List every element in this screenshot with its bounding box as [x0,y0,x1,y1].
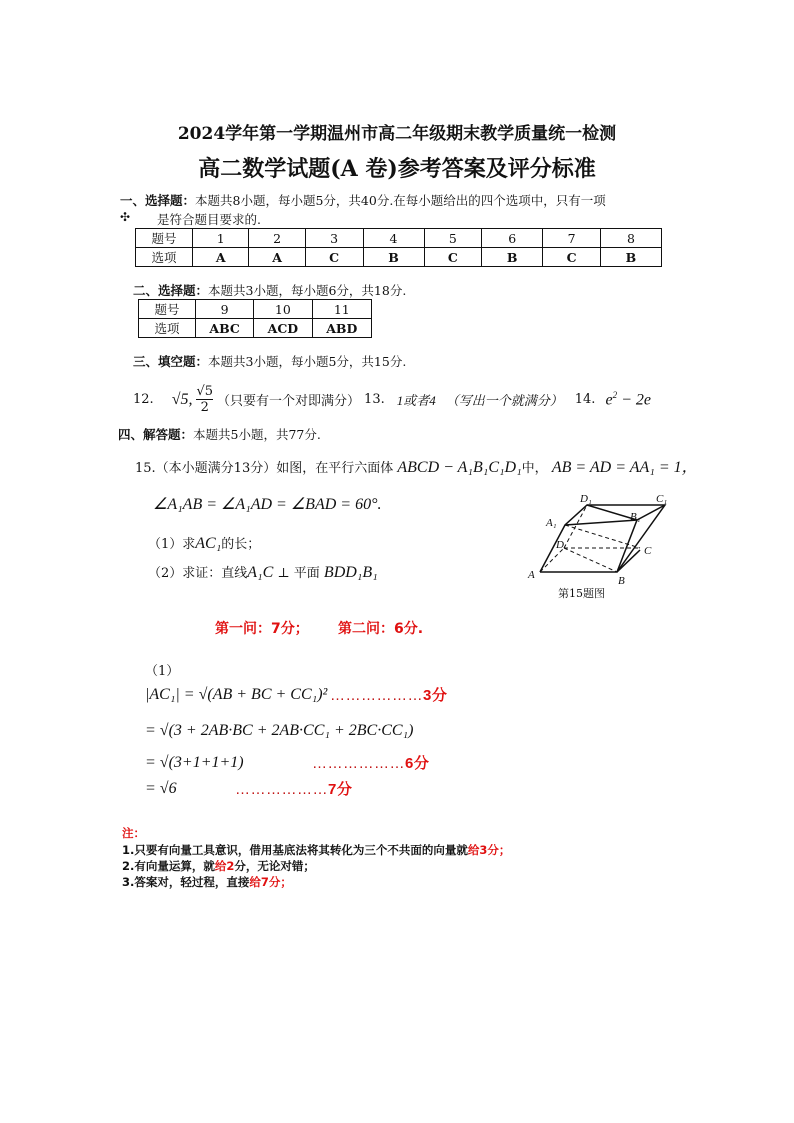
table-cell: B [600,248,661,267]
edge-hidden [564,505,587,548]
table-cell: ACD [254,319,312,338]
note-2: 2.有向量运算，就给2分，无论对错； [122,859,315,873]
section1-desc2: 是符合题目要求的. [157,212,261,227]
table-cell: B [482,248,543,267]
vertex-label: C [644,545,652,557]
fill-in-answers: 12. √5, √5 2 （只要有一个对即满分） 13. 1或者4 （写出一个就满分） 14. $e^2 - 2e$ [133,384,651,415]
table-cell: ABC [196,319,254,338]
section1-heading: 一、选择题：本题共8小题，每小题5分，共40分.在每小题给出的四个选项中，只有一项 [120,193,606,208]
edge-hidden [565,525,640,548]
edge-hidden [540,548,564,572]
table-cell: ABD [312,319,371,338]
table-cell: A [193,248,249,267]
table-cell: 6 [482,229,543,248]
table-cell: C [305,248,363,267]
row-label: 题号 [139,300,196,319]
q15-part2: （2）求证：直线A₁C ⊥ 平面 BDD₁B₁ [148,564,378,581]
table-cell: 9 [196,300,254,319]
derivation-line: = √(3+1+1+1) [145,754,244,771]
table-cell: 4 [363,229,424,248]
row-label: 题号 [136,229,193,248]
vertex-label: D₁ [580,493,592,505]
table-cell: 10 [254,300,312,319]
exam-title: 2024学年第一学期温州市高二年级期末教学质量统一检测 [177,124,617,144]
table-cell: 5 [424,229,482,248]
table-cell: 1 [193,229,249,248]
row-label: 选项 [136,248,193,267]
q15-angles: ∠A₁AB = ∠A₁AD = ∠BAD = 60°. [153,496,382,513]
table-cell: B [363,248,424,267]
note-3: 3.答案对，轻过程，直接给7分； [122,875,292,889]
q15-part1: （1）求AC₁的长； [148,535,261,552]
table-cell: 7 [543,229,601,248]
parallelepiped-figure [520,490,680,585]
table-cell: 3 [305,229,363,248]
vertex-label: A₁ [546,517,557,529]
score-split: 第一问：7分； 第二问：6分. [215,621,424,637]
q15-stem: 15.（本小题满分13分）如图，在平行六面体 ABCD − A₁B₁C₁D₁中， AB = AD = AA₁ = 1， [135,459,698,476]
section3-heading: 三、填空题：本题共3小题，每小题5分，共15分. [133,354,407,369]
part-label: （1） [145,664,180,679]
score-marker: ………………7分 [235,781,353,798]
derivation-line: |AC₁| = √(AB + BC + CC₁)² [145,686,328,703]
move-handle-icon[interactable]: ✣ [120,210,131,224]
note-1: 1.只要有向量工具意识，借用基底法将其转化为三个不共面的向量就给3分； [122,843,511,857]
vertex-label: A [528,569,535,581]
section2-heading: 二、选择题：本题共3小题，每小题6分，共18分. [133,283,407,298]
notes-heading: 注： [122,826,145,840]
edge-solid [565,505,665,525]
score-marker: ………………3分 [330,687,448,704]
mc-answer-table-2 [138,299,372,338]
row-label: 选项 [139,319,196,338]
mc-answer-table-1 [135,228,662,267]
figure-caption: 第15题图 [558,587,605,600]
vertex-label: C₁ [656,493,668,505]
table-cell: A [249,248,305,267]
page-title: 高二数学试题(A 卷)参考答案及评分标准 [198,156,596,182]
derivation-line: = √6 [145,780,177,797]
edge-hidden [564,548,617,572]
fraction: √5 2 [196,384,214,415]
table-cell: 2 [249,229,305,248]
vertex-label: D [556,539,564,551]
table-cell: C [424,248,482,267]
vertex-label: B [618,575,625,585]
table-cell: 11 [312,300,371,319]
section4-heading: 四、解答题：本题共5小题，共77分. [118,427,321,442]
score-marker: ………………6分 [312,755,430,772]
vertex-label: B₁ [630,511,641,523]
table-cell: 8 [600,229,661,248]
table-cell: C [543,248,601,267]
derivation-line: = √(3 + 2AB·BC + 2AB·CC₁ + 2BC·CC₁) [145,722,414,739]
